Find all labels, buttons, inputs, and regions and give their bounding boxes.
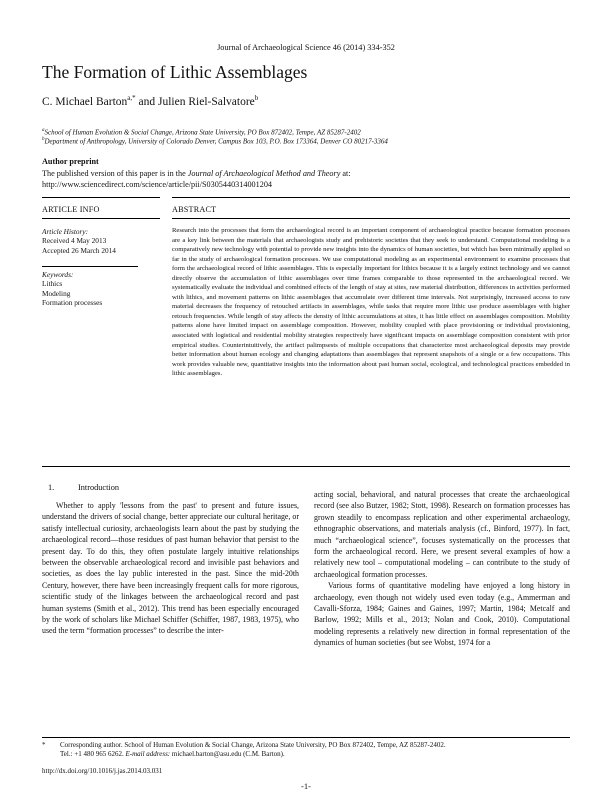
abstract-bottom-rule: [172, 218, 570, 219]
preprint-text-after: at:: [340, 169, 351, 178]
abstract-heading: ABSTRACT: [172, 205, 217, 214]
footnote-email-label: E-mail address:: [125, 750, 171, 758]
paper-title: The Formation of Lithic Assemblages: [42, 62, 308, 82]
preprint-url-link[interactable]: http://www.sciencedirect.com/science/article/pii/S0305440314001204: [42, 180, 273, 189]
affiliation-b-text: Department of Anthropology, University of Colorado Denver, Campus Box 103, P.O. Box 173364, Denver CO 80217-3364: [44, 137, 388, 146]
abstract-end-rule: [42, 466, 570, 467]
author-1-affil-mark: a,*: [127, 94, 136, 102]
history-label: Article History:: [42, 227, 89, 236]
article-info-heading: ARTICLE INFO: [42, 205, 100, 214]
intro-title: Introduction: [78, 483, 120, 492]
article-history: [42, 227, 152, 255]
doi-link[interactable]: http://dx.doi.org/10.1016/j.jas.2014.03.031: [42, 767, 163, 775]
keyword: Modeling: [42, 288, 71, 298]
article-info-bottom-rule: [42, 218, 160, 219]
author-2: Julien Riel-Salvatore: [158, 95, 255, 108]
abstract-text: Research into the processes that form the archaeological record is an important component of archaeological practice because formation processes are a key link between the materials that archaeologists study and prehistoric societies that they seek to understand. Computational modeling is a comparatively new technology with potential to provide new insights into the dynamics of human societies, but which has been minimally applied so far in the study of archaeological formation processes. We use computational modeling as an experimental environment to examine processes that form the archaeological record of lithic assemblages. This is especially important for lithics because it is a largely extinct technology and we cannot directly observe the accumulation of lithic assemblages over time frames comparable to those represented in the archaeological record. We systematically evaluate the individual and combined effects of the length of stay at sites, raw material distribution, differences in activities performed with lithics, and movement patterns on lithic assemblages that accumulate over different time intervals. Not surprisingly, increased access to raw material decreases the frequency of retouched artifacts in assemblages, while tasks that require more lithic use produce assemblages with higher retouch frequencies. While length of stay affects the density of lithic accumulations at sites, it has little effect on assemblages composition. Mobility patterns alone have limited impact on assemblage composition. However, mobility coupled with place provisioning or individual provisioning, associated with logistical and residential mobility strategies respectively have significant impacts on assemblage composition consistent with prior empirical studies. Counterintuitively, the artifact palimpsests of multiple occupations that characterize most archaeological deposits may provide better information about human ecology and changing adaptations than assemblages that represent snapshots of a single or a few occupations. This work provides valuable new, quantitative insights into the information about past human social, ecological, and technological practices embedded in lithic assemblages.: [172, 227, 570, 378]
keywords-block: [42, 270, 152, 308]
received-date: Received 4 May 2013: [42, 236, 107, 246]
footnote-marker: *: [42, 741, 46, 749]
preprint-heading: Author preprint: [42, 157, 99, 166]
intro-right-column: [314, 489, 570, 649]
keywords-rule: [42, 266, 138, 267]
intro-paragraph: acting social, behavioral, and natural processes that create the archaeological record (see also Butzer, 1982; Stott, 1998). Research on formation processes has grown steadily to encompass replication and other experimental archaeology, ethnographic observations, and materials analysis (cf., Binford, 1977). In fact, much “archaeological science”, focuses systematically on the processes that form the archaeological record. Here, we present several examples of how a relatively new tool – computational modeling – can contribute to the study of archaeological formation processes.: [314, 490, 570, 579]
intro-paragraph: Whether to apply 'lessons from the past' to present and future issues, understand the drivers of social change, better appreciate our cultural heritage, or satisfy intellectual curiosity, archaeologists learn about the past by studying the archaeological record—those residues of past human behavior that persist to the present day. To do this, they often postulate largely intuitive relationships between the observable archaeological record and invisible past behaviors and societies, as does the lay public interested in the past. Since the mid-20th Century, however, there have been increasingly frequent calls for more rigorous, scientific study of the linkages between the archaeological record and past human systems (Smith et al., 2012). This trend has been especially encouraged by the work of scholars like Michael Schiffer (Schiffer, 1987, 1983, 1975), who used the term “formation processes” to describe the inter-: [42, 501, 299, 636]
footnote-tel: Tel.: +1 480 965 6262.: [60, 750, 126, 758]
preprint-journal: Journal of Archaeological Method and Theory: [187, 169, 341, 178]
abstract-top-rule: [172, 197, 570, 198]
footnote-rule: [42, 737, 570, 738]
affiliation-b: [42, 135, 572, 146]
intro-paragraph: Various forms of quantitative modeling have enjoyed a long history in archaeology, even though not widely used even today (e.g., Ammerman and Cavalli-Sforza, 1984; Gaines and Gaines, 1997; Martin, 1984; Metcalf and Barlow, 1992; Mills et al., 2013; Nolan and Cook, 2010). Computational modeling represents a relatively new direction in formal representation of the dynamics of human societies (but see Wobst, 1974 for a: [314, 581, 570, 648]
keywords-label: Keywords:: [42, 270, 74, 279]
author-line: [42, 94, 258, 108]
preprint-notice: [42, 168, 572, 190]
accepted-date: Accepted 26 March 2014: [42, 245, 116, 255]
footnote-line-1: Corresponding author. School of Human Evolution & Social Change, Arizona State University, PO Box 872402, Tempe, AZ 85287-2402.: [60, 741, 446, 749]
article-info-top-rule: [42, 197, 160, 198]
author-join: and: [135, 95, 158, 108]
page-number: -1-: [301, 781, 311, 791]
keyword: Formation processes: [42, 298, 103, 308]
journal-header: Journal of Archaeological Science 46 (2014) 334-352: [217, 43, 395, 52]
author-1: C. Michael Barton: [42, 95, 128, 108]
keyword: Lithics: [42, 279, 63, 289]
preprint-text-before: The published version of this paper is in the: [42, 169, 188, 178]
intro-left-column: [42, 500, 299, 637]
affiliation-b-mark: b: [42, 137, 45, 142]
footnote: [42, 741, 572, 759]
author-2-affil-mark: b: [254, 94, 259, 102]
affiliation-a-text: School of Human Evolution & Social Change, Arizona State University, PO Box 872402, Tempe, AZ 85287-2402: [44, 128, 361, 137]
intro-heading: [48, 483, 119, 492]
intro-number: 1.: [48, 483, 55, 492]
footnote-email[interactable]: michael.barton@asu.edu (C.M. Barton).: [170, 750, 285, 758]
affiliation-a-mark: a: [42, 128, 45, 133]
